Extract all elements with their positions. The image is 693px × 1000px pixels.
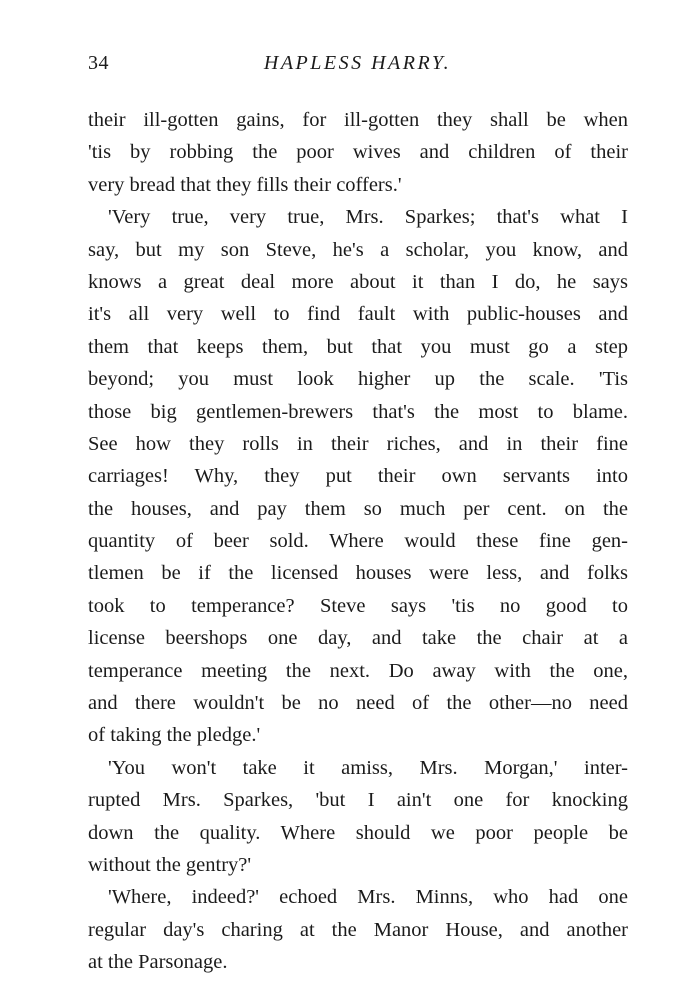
text-line: without the gentry?' <box>88 853 252 876</box>
text-line: rupted Mrs. Sparkes, 'but I ain't one for knocking <box>88 789 628 812</box>
running-title: HAPLESS HARRY. <box>263 52 452 74</box>
text-line: of taking the pledge.' <box>88 724 261 747</box>
paragraph <box>88 201 628 752</box>
paragraph <box>88 881 628 978</box>
paragraph <box>88 752 628 882</box>
text-line: 'tis by robbing the poor wives and children of their <box>88 141 628 164</box>
text-line: tlemen be if the licensed houses were less, and folks <box>88 562 628 585</box>
text-line: those big gentlemen-brewers that's the most to blame. <box>88 400 628 423</box>
body-text <box>88 104 628 979</box>
text-line: took to temperance? Steve says 'tis no good to <box>88 594 628 617</box>
text-line: 'You won't take it amiss, Mrs. Morgan,' inter- <box>108 756 628 779</box>
text-line: at the Parsonage. <box>88 951 228 974</box>
text-line: quantity of beer sold. Where would these fine gen- <box>88 530 628 553</box>
paragraph <box>88 104 628 201</box>
text-line: license beershops one day, and take the chair at a <box>88 627 628 650</box>
page-number: 34 <box>88 52 109 74</box>
text-line: very bread that they fills their coffers.' <box>88 173 402 196</box>
text-line: knows a great deal more about it than I do, he says <box>88 270 628 293</box>
text-line: the houses, and pay them so much per cent. on the <box>88 497 628 520</box>
text-line: say, but my son Steve, he's a scholar, you know, and <box>88 238 628 261</box>
text-line: See how they rolls in their riches, and in their fine <box>88 432 628 455</box>
text-line: and there wouldn't be no need of the other—no need <box>88 692 628 715</box>
text-line: beyond; you must look higher up the scale. 'Tis <box>88 368 628 391</box>
text-line: them that keeps them, but that you must go a step <box>88 335 628 358</box>
text-line: it's all very well to find fault with public-houses and <box>88 303 628 326</box>
text-line: carriages! Why, they put their own servants into <box>88 465 628 488</box>
text-line: 'Very true, very true, Mrs. Sparkes; that's what I <box>108 206 628 229</box>
text-line: regular day's charing at the Manor House, and another <box>88 918 628 941</box>
text-line: down the quality. Where should we poor people be <box>88 821 628 844</box>
text-line: temperance meeting the next. Do away with the one, <box>88 659 628 682</box>
text-line: their ill-gotten gains, for ill-gotten they shall be when <box>88 109 628 131</box>
text-line: 'Where, indeed?' echoed Mrs. Minns, who had one <box>108 886 628 909</box>
page-header <box>88 52 627 82</box>
